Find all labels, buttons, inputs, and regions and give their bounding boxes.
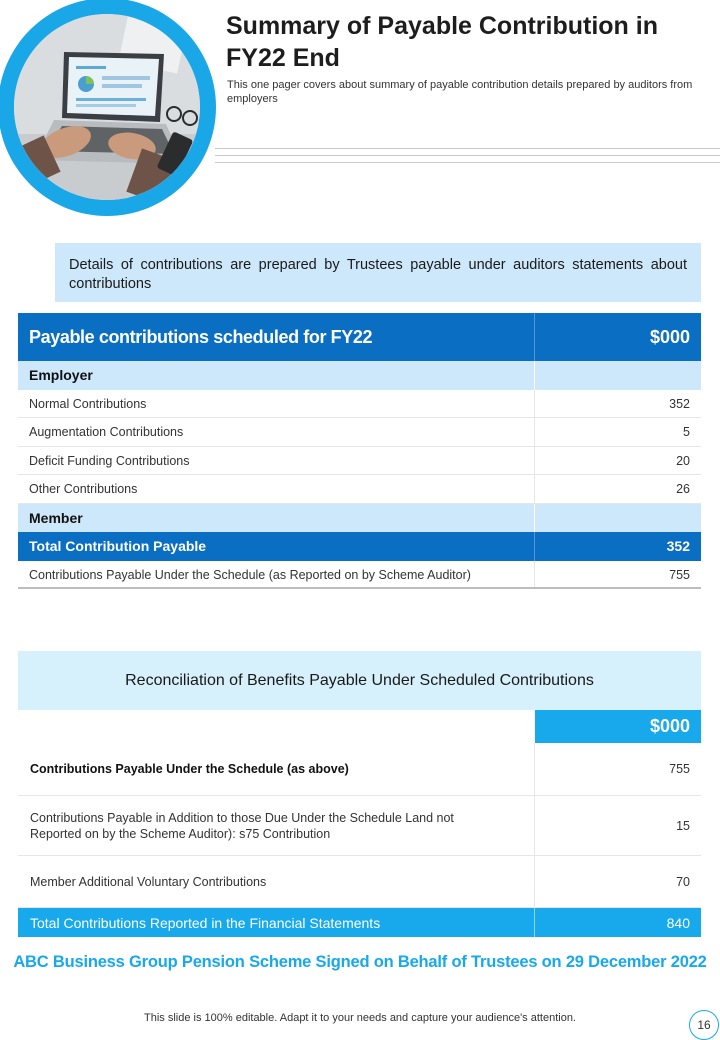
total-label: Total Contributions Reported in the Financial Statements bbox=[18, 908, 535, 937]
total-label: Total Contribution Payable bbox=[18, 532, 535, 561]
row-label: Deficit Funding Contributions bbox=[18, 447, 535, 475]
row-value: 352 bbox=[669, 396, 690, 411]
table-row bbox=[18, 390, 701, 419]
header-spacer bbox=[18, 710, 535, 743]
page-number: 16 bbox=[689, 1010, 719, 1040]
signature-line: ABC Business Group Pension Scheme Signed on Behalf of Trustees on 29 December 2022 bbox=[13, 953, 707, 971]
table-row bbox=[18, 418, 701, 447]
table-row bbox=[18, 743, 701, 796]
page-title: Summary of Payable Contribution in FY22 End bbox=[226, 12, 658, 72]
payable-contributions-table bbox=[18, 313, 701, 589]
header-unit: $000 bbox=[535, 710, 701, 743]
intro-box: Details of contributions are prepared by Trustees payable under auditors statements about contributions bbox=[55, 243, 701, 302]
total-row bbox=[18, 908, 701, 937]
section-label: Member bbox=[18, 504, 535, 533]
row-label: Other Contributions bbox=[18, 475, 535, 503]
row-label: Contributions Payable Under the Schedule (as above) bbox=[18, 743, 535, 795]
section-value bbox=[535, 504, 701, 533]
table-header bbox=[18, 710, 701, 743]
header-label: Payable contributions scheduled for FY22 bbox=[18, 313, 535, 361]
table-header bbox=[18, 313, 701, 361]
total-value: 352 bbox=[666, 538, 690, 554]
table-row bbox=[18, 475, 701, 504]
section-label: Employer bbox=[18, 361, 535, 390]
row-value: 5 bbox=[683, 425, 690, 439]
divider-line bbox=[215, 155, 720, 156]
reconciliation-table bbox=[18, 651, 701, 937]
laptop-illustration bbox=[14, 14, 200, 200]
total-value: 840 bbox=[666, 914, 690, 931]
row-value: 26 bbox=[676, 482, 690, 496]
row-label: Contributions Payable in Addition to those Due Under the Schedule Land not Reported on by the Scheme Auditor): s75 Contribution bbox=[18, 796, 535, 855]
table-row bbox=[18, 561, 701, 590]
row-label: Contributions Payable Under the Schedule (as Reported on by Scheme Auditor) bbox=[18, 561, 535, 588]
footer-note: This slide is 100% editable. Adapt it to your needs and capture your audience's attention. bbox=[144, 1012, 576, 1024]
table-caption: Reconciliation of Benefits Payable Under Scheduled Contributions bbox=[18, 651, 701, 710]
divider-line bbox=[215, 148, 720, 149]
table-row bbox=[18, 796, 701, 856]
total-row bbox=[18, 532, 701, 561]
section-value bbox=[535, 361, 701, 390]
photo-frame bbox=[0, 0, 216, 216]
section-row-employer bbox=[18, 361, 701, 390]
header-unit: $000 bbox=[649, 327, 690, 347]
table-row bbox=[18, 856, 701, 908]
row-label: Normal Contributions bbox=[18, 390, 535, 418]
laptop-photo bbox=[14, 14, 200, 200]
row-label: Member Additional Voluntary Contributions bbox=[18, 856, 535, 907]
divider-line bbox=[215, 162, 720, 163]
row-value: 20 bbox=[676, 453, 690, 468]
row-value: 15 bbox=[676, 818, 690, 833]
row-value: 755 bbox=[669, 567, 690, 582]
table-row bbox=[18, 447, 701, 476]
section-row-member bbox=[18, 504, 701, 533]
row-value: 70 bbox=[676, 874, 690, 889]
row-label: Augmentation Contributions bbox=[18, 418, 535, 446]
row-value: 755 bbox=[669, 762, 690, 776]
page-subtitle: This one pager covers about summary of payable contribution details prepared by auditors from employers bbox=[227, 79, 693, 105]
